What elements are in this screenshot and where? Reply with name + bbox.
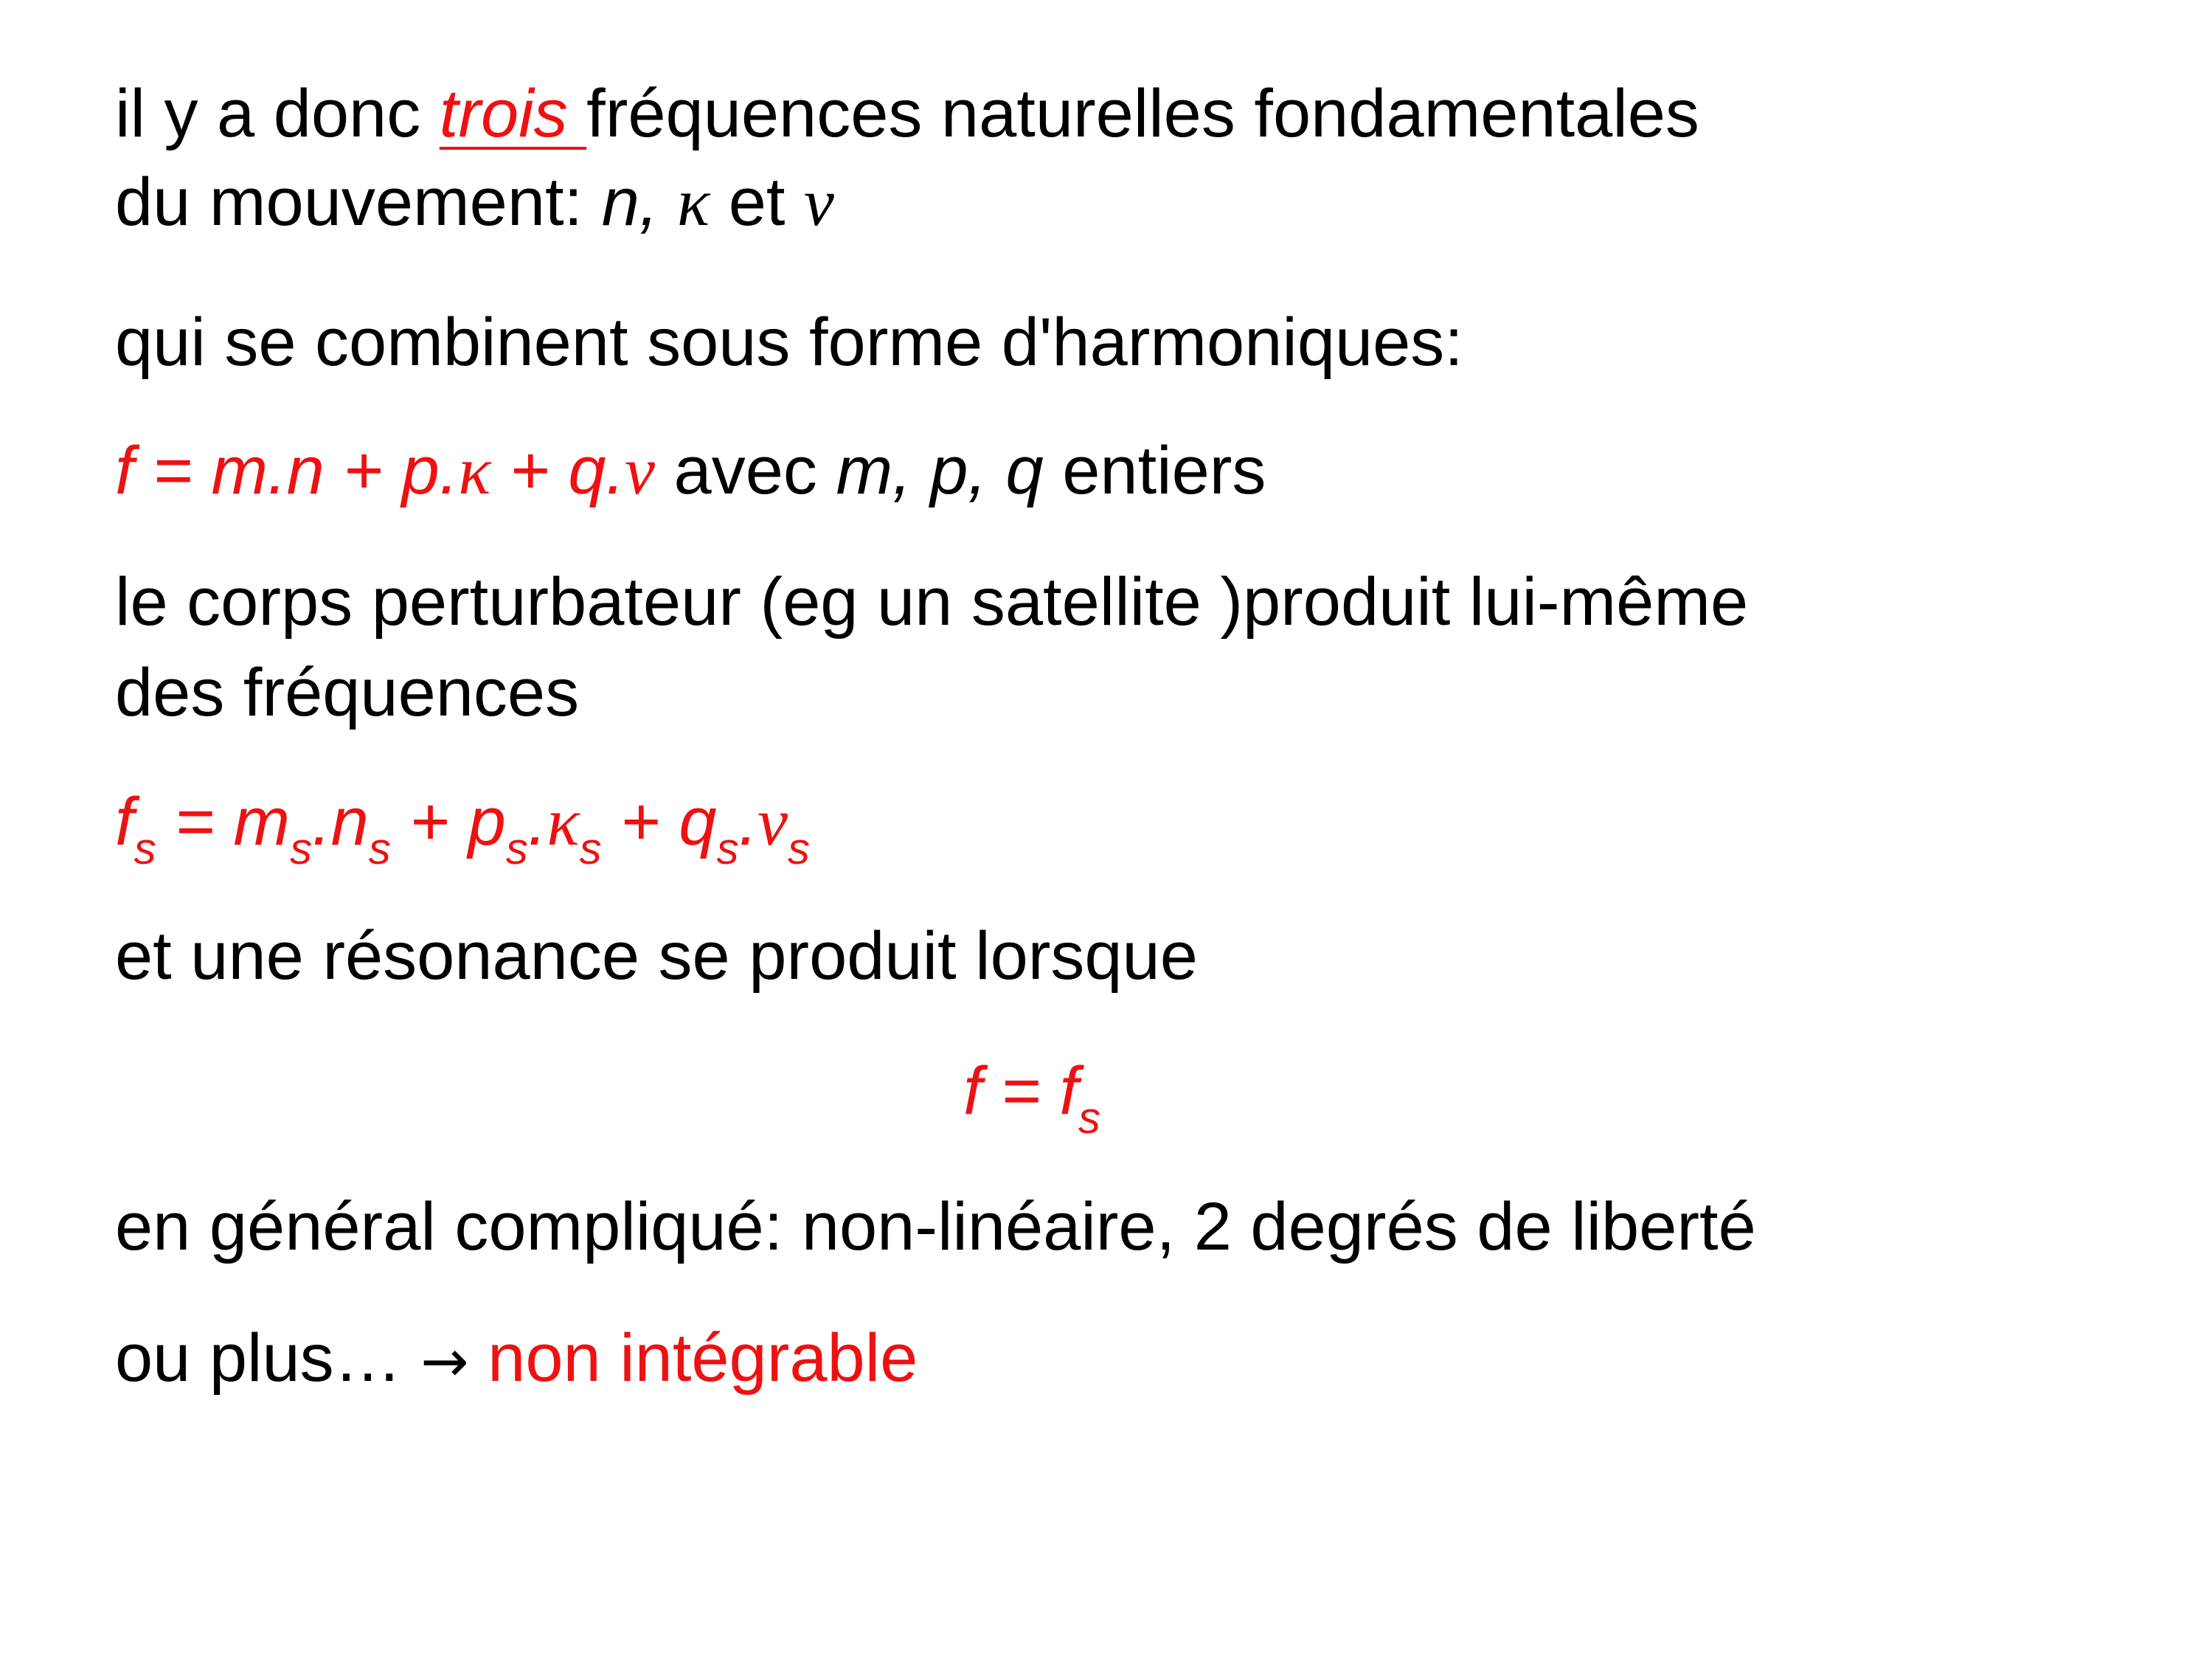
perturbateur-line-2: des fréquences [115,655,580,730]
eq1-vars: m, p, q [836,433,1044,508]
eq2-equals: = [156,784,234,859]
eq1-p: p. [401,433,459,508]
symbol-nu: ν [804,164,834,240]
resonance-text: et une résonance se produit lorsque [115,918,1198,994]
symbol-n: n, [601,164,659,240]
eq2-kappa: κ [547,784,580,859]
eq2-dot-2: . [738,784,758,859]
eq2-sub-p: s [505,824,528,873]
eq2-q: q [679,784,717,859]
eq2-sub-f: s [134,824,156,873]
general-text: en général compliqué: non-linéaire, 2 degrés de liberté [115,1189,1756,1264]
eq3-equals: = [982,1053,1060,1129]
text-line-1 [115,76,1699,151]
eq1-plus-1: + [324,433,402,508]
eq2-sub-n: s [368,824,391,873]
eq1-kappa: κ [458,433,491,508]
line2-and: et [710,164,805,240]
eq2-plus-2: + [601,784,679,859]
line1-prefix: il y a donc [115,76,440,151]
text-line-general [115,1189,1756,1264]
equation-frequency-satellite [115,784,810,873]
arrow-right-icon: → [420,1329,469,1395]
eq1-m-n: m.n [211,433,325,508]
eq3-fs: f [1059,1053,1078,1129]
conclusion-prefix: ou plus… [115,1320,421,1396]
eq1-avec: avec [655,433,836,508]
eq3-f: f [963,1053,982,1129]
eq2-nu: ν [757,784,788,859]
eq1-nu: ν [625,433,655,508]
eq2-sub-kappa: s [579,824,602,873]
eq2-dot-1: . [527,784,547,859]
text-line-2 [115,164,834,240]
eq2-p: p [468,784,506,859]
text-line-perturbateur-1 [115,564,1749,640]
eq1-entiers: entiers [1043,433,1266,508]
eq1-plus-2: + [490,433,569,508]
eq2-sub-q: s [716,824,739,873]
eq1-equals: = [134,433,212,508]
emphasis-trois: trois [439,76,587,151]
eq2-plus-1: + [390,784,468,859]
symbol-kappa: κ [676,164,710,240]
eq2-m: m [233,784,291,859]
eq2-sub-m: s [290,824,313,873]
equation-resonance [963,1053,1100,1143]
harmonics-text: qui se combinent sous forme d'harmoniques: [115,305,1463,380]
equation-frequency [115,433,1266,508]
eq3-sub-s: s [1078,1093,1100,1143]
text-line-3 [115,305,1463,380]
line2-prefix: du mouvement: [115,164,602,240]
eq2-sub-nu: s [788,824,810,873]
line1-suffix: fréquences naturelles fondamentales [586,76,1699,151]
text-line-resonance [115,918,1198,994]
text-line-perturbateur-2 [115,655,580,730]
non-integrable-text: non intégrable [488,1320,918,1396]
eq1-f: f [115,433,134,508]
text-line-conclusion [115,1320,918,1396]
perturbateur-line-1: le corps perturbateur (eg un satellite )produit lui-même [115,564,1749,640]
eq2-n: .n [312,784,369,859]
eq1-q: q. [568,433,625,508]
eq2-f: f [115,784,134,859]
